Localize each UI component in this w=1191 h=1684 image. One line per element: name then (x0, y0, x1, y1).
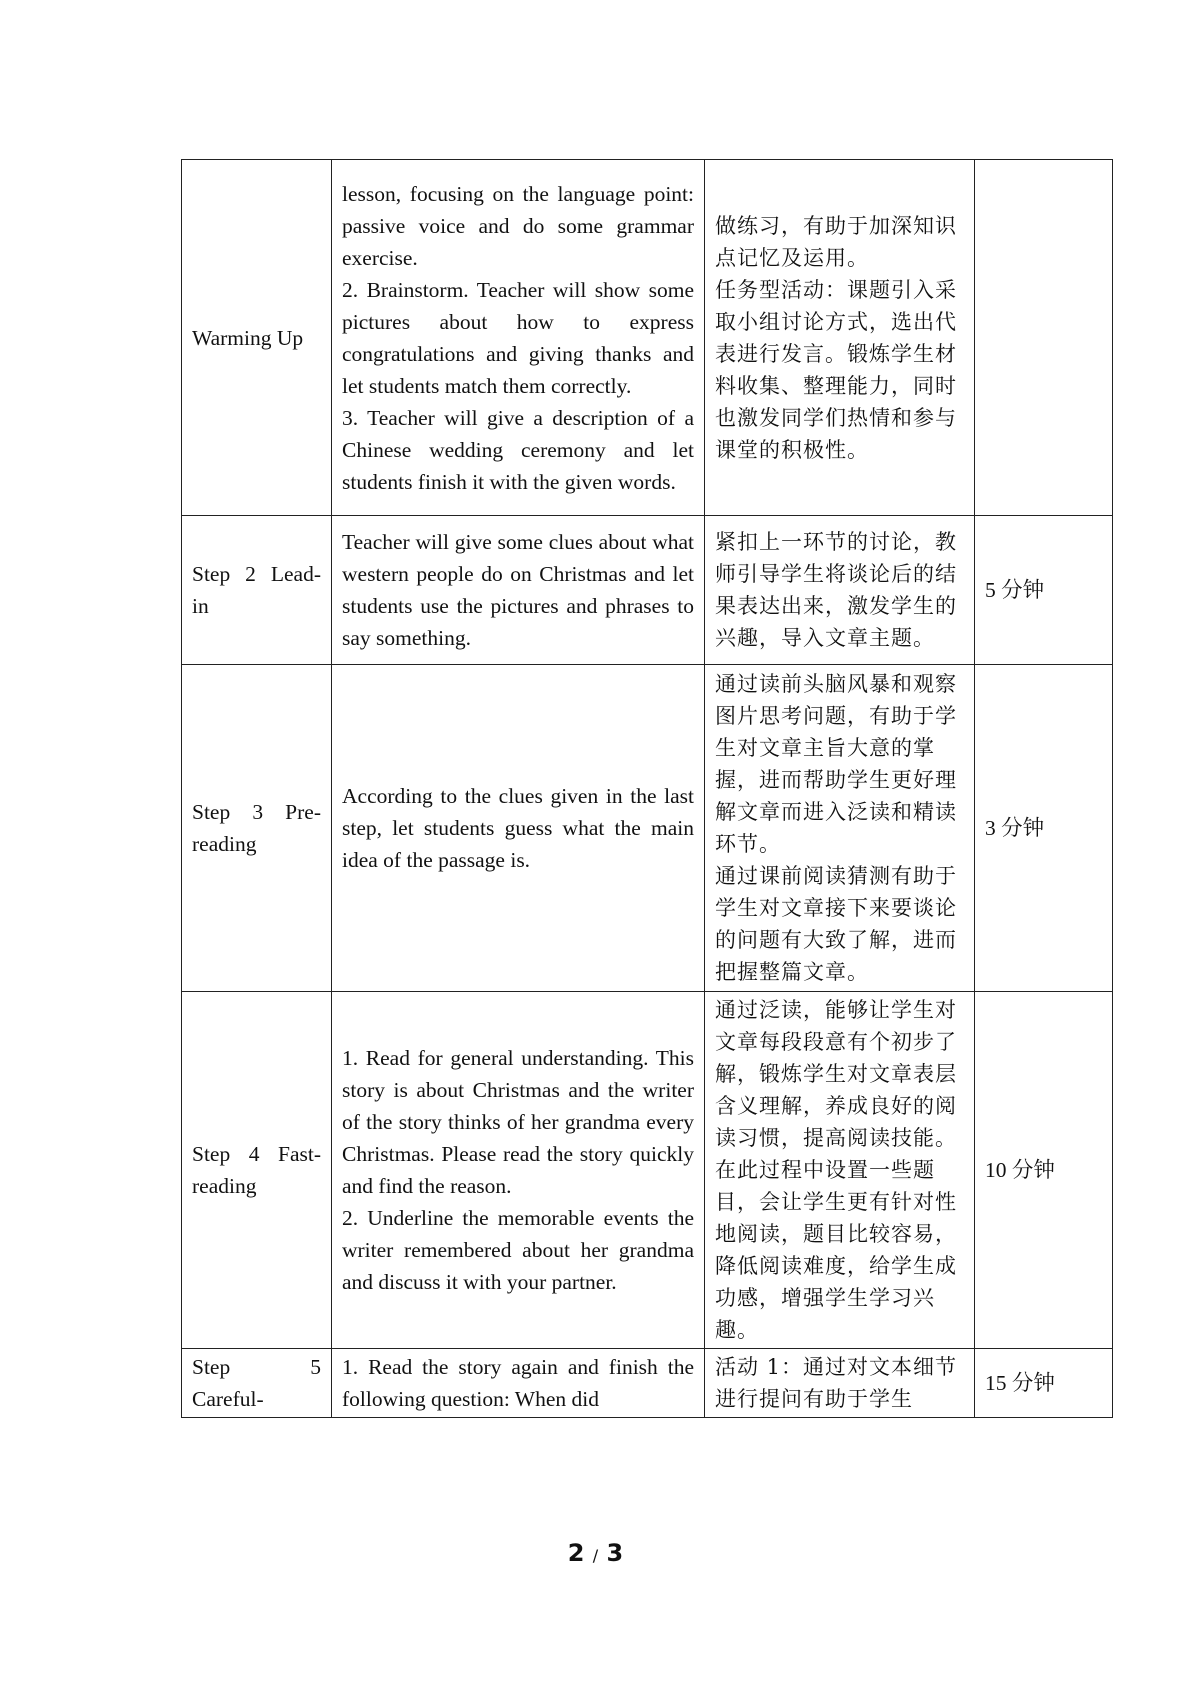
activities-cell (332, 1349, 705, 1418)
table-row (182, 516, 1113, 665)
time-text: 15 分钟 (985, 1371, 1055, 1395)
activity-text: lesson, focusing on the language point: passive voice and do some grammar exercise. (342, 181, 694, 270)
time-text: 3 分钟 (985, 816, 1045, 840)
purpose-text: 任务型活动：课题引入采取小组讨论方式，选出代表进行发言。锻炼学生材料收集、整理能力，同时也激发同学们热情和参与课堂的积极性。 (715, 277, 957, 462)
activities-cell (332, 160, 705, 516)
stage-label: Careful- (192, 1387, 264, 1411)
purpose-text: 通过读前头脑风暴和观察图片思考问题，有助于学生对文章主旨大意的掌握，进而帮助学生更好理解文章而进入泛读和精读环节。 (715, 672, 957, 856)
page-separator: / (592, 1546, 599, 1565)
purpose-text: 紧扣上一环节的讨论，教师引导学生将谈论后的结果表达出来，激发学生的兴趣，导入文章主题。 (715, 530, 957, 650)
purpose-cell (705, 516, 975, 665)
purpose-cell (705, 992, 975, 1349)
time-cell (975, 665, 1113, 992)
stage-label: Step 2 Lead- (192, 562, 321, 586)
activities-cell (332, 665, 705, 992)
stage-cell (182, 160, 332, 516)
purpose-cell (705, 1349, 975, 1418)
stage-label: in (192, 594, 209, 618)
activity-text: 3. Teacher will give a description of a Chinese wedding ceremony and let students finish it with the given words. (342, 405, 694, 494)
time-cell (975, 1349, 1113, 1418)
table-row (182, 992, 1113, 1349)
stage-label: Step 5 (192, 1355, 321, 1379)
activity-text: 2. Underline the memorable events the writer remembered about her grandma and discuss it with your partner. (342, 1206, 694, 1294)
purpose-text: 做练习，有助于加深知识点记忆及运用。 (715, 213, 957, 270)
stage-label: reading (192, 832, 257, 856)
stage-label: Step 3 Pre- (192, 800, 321, 824)
purpose-cell (705, 160, 975, 516)
table-row (182, 1349, 1113, 1418)
purpose-text: 活动 1：通过对文本细节进行提问有助于学生 (715, 1355, 958, 1411)
stage-cell (182, 992, 332, 1349)
table-row (182, 665, 1113, 992)
activities-cell (332, 516, 705, 665)
time-text: 5 分钟 (985, 578, 1045, 602)
stage-cell (182, 665, 332, 992)
page-current: 2 (567, 1539, 585, 1567)
activities-cell (332, 992, 705, 1349)
activity-text: According to the clues given in the last step, let students guess what the main idea of the passage is. (342, 784, 694, 872)
activity-text: 1. Read for general understanding. This story is about Christmas and the writer of the story thinks of her grandma every Christmas. Please read the story quickly and find the reason. (342, 1046, 694, 1198)
table-row (182, 160, 1113, 516)
purpose-text: 通过泛读，能够让学生对文章每段段意有个初步了解，锻炼学生对文章表层含义理解，养成良好的阅读习惯，提高阅读技能。在此过程中设置一些题目，会让学生更有针对性地阅读，题目比较容易，降低阅读难度，给学生成功感，增强学生学习兴趣。 (715, 998, 957, 1342)
page-number (0, 1539, 1191, 1567)
time-cell (975, 516, 1113, 665)
lesson-plan-table (181, 159, 1113, 1418)
purpose-text: 通过课前阅读猜测有助于学生对文章接下来要谈论的问题有大致了解，进而把握整篇文章。 (715, 864, 957, 984)
activity-text: Teacher will give some clues about what western people do on Christmas and let students use the pictures and phrases to say something. (342, 530, 694, 650)
purpose-cell (705, 665, 975, 992)
stage-label: Warming Up (192, 325, 304, 350)
stage-cell (182, 1349, 332, 1418)
stage-label: Step 4 Fast- (192, 1142, 321, 1166)
time-cell (975, 160, 1113, 516)
stage-label: reading (192, 1174, 257, 1198)
time-cell (975, 992, 1113, 1349)
stage-cell (182, 516, 332, 665)
page-total: 3 (606, 1539, 624, 1567)
time-text: 10 分钟 (985, 1158, 1055, 1182)
activity-text: 2. Brainstorm. Teacher will show some pictures about how to express congratulations and giving thanks and let students match them correctly. (342, 277, 694, 398)
activity-text: 1. Read the story again and finish the following question: When did (342, 1355, 694, 1411)
